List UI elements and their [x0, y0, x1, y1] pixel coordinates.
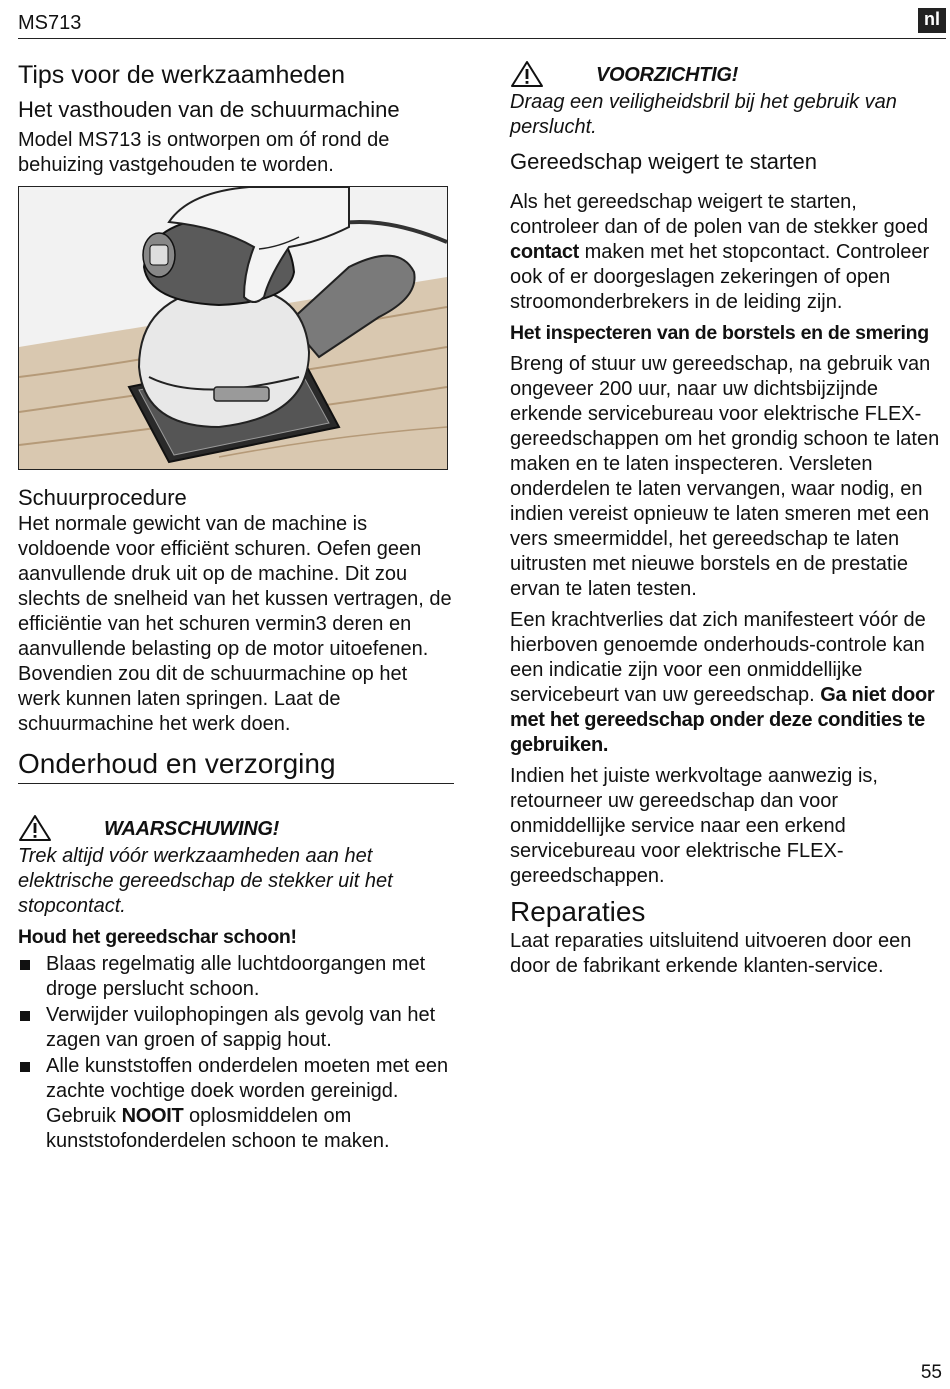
emphasis-text: NOOIT [121, 1105, 184, 1127]
list-item: Alle kunststoffen onderdelen moeten met een zachte vochtige doek worden gereinigd. Gebruik NOOIT oplosmiddelen om kunststofonderdelen schoon te maken. [18, 1054, 454, 1154]
procedure-text: Het normale gewicht van de machine is voldoende voor efficiënt schuren. Oefen geen aanvullende druk uit op de machine. Dit zou slechts de snelheid van het kussen vertragen, de efficiëntie van het schuren vermin3 deren en aanvullende belasting op de motor uitoefenen. Bovendien zou dit de schuurmachine op het werk kunnen laten springen. Laat de schuurmachine het werk doen. [18, 513, 452, 735]
caution-text: Draag een veiligheidsbril bij het gebruik van perslucht. [510, 91, 897, 138]
warning-box [18, 814, 454, 919]
repair-text: Laat reparaties uitsluitend uitvoeren door een door de fabrikant erkende klanten-service. [510, 930, 912, 977]
hold-text: Model MS713 is ontworpen om óf rond de behuizing vastgehouden te worden. [18, 129, 390, 176]
procedure-heading: Schuurprocedure [18, 485, 187, 510]
warning-triangle-icon [18, 814, 52, 842]
start-heading: Gereedschap weigert te starten [510, 149, 817, 174]
language-badge: nl [918, 8, 946, 33]
right-column [510, 60, 942, 979]
warning-title: WAARSCHUWING! [104, 817, 279, 840]
cleaning-list [18, 952, 454, 1154]
sander-illustration [18, 186, 448, 470]
power-loss-text: Een krachtverlies dat zich manifesteert vóór de hierboven genoemde onderhouds-controle kan een indicatie zijn voor een onmiddellijke servicebeurt van uw gereedschap. Ga niet door met het gereedschap onder deze condities te gebruiken. [510, 609, 935, 756]
list-item: Verwijder vuilophopingen als gevolg van het zagen van groen of sappig hout. [18, 1003, 454, 1053]
sander-drawing [19, 187, 447, 469]
caution-box [510, 60, 942, 140]
start-text: Als het gereedschap weigert te starten, controleer dan of de polen van de stekker goed contact maken met het stopcontact. Controleer ook of er doorgeslagen zekeringen of open stroomonderbrekers in de leiding zijn. [510, 191, 930, 313]
emphasis-text: Ga niet door met het gereedschap onder deze condities te gebruiken. [510, 684, 935, 756]
hold-heading: Het vasthouden van de schuurmachine [18, 97, 400, 122]
page-number: 55 [920, 1362, 942, 1383]
section-title: Tips voor de werkzaamheden [18, 61, 346, 89]
model-label: MS713 [18, 12, 82, 34]
warning-text: Trek altijd vóór werkzaamheden aan het elektrische gereedschap de stekker uit het stopcontact. [18, 845, 393, 917]
page-header [18, 8, 946, 39]
maintenance-heading: Onderhoud en verzorging [18, 747, 454, 784]
caution-title: VOORZICHTIG! [596, 63, 738, 86]
clean-heading: Houd het gereedschar schoon! [18, 926, 297, 948]
repair-heading: Reparaties [510, 896, 646, 927]
left-column [18, 60, 454, 1155]
voltage-text: Indien het juiste werkvoltage aanwezig is, retourneer uw gereedschap dan voor onmiddellijke service naar een erkend servicebureau voor elektrische FLEX-gereedschappen. [510, 765, 878, 887]
emphasis-text: contact [510, 241, 580, 263]
inspect-text: Breng of stuur uw gereedschap, na gebruik van ongeveer 200 uur, naar uw dichtsbijzijnde erkende servicebureau voor elektrische FLEX-gereedschappen om het grondig schoon te laten maken en te laten inspecteren. Versleten onderdelen te laten vervangen, waar nodig, en indien vereist opnieuw te laten smeren met een vers smeermiddel, het gereedschap te laten uitrusten met nieuwe borstels en de prestatie ervan te laten testen. [510, 353, 940, 600]
caution-triangle-icon [510, 60, 544, 88]
inspect-heading: Het inspecteren van de borstels en de smering [510, 322, 929, 344]
list-item: Blaas regelmatig alle luchtdoorgangen met droge perslucht schoon. [18, 952, 454, 1002]
